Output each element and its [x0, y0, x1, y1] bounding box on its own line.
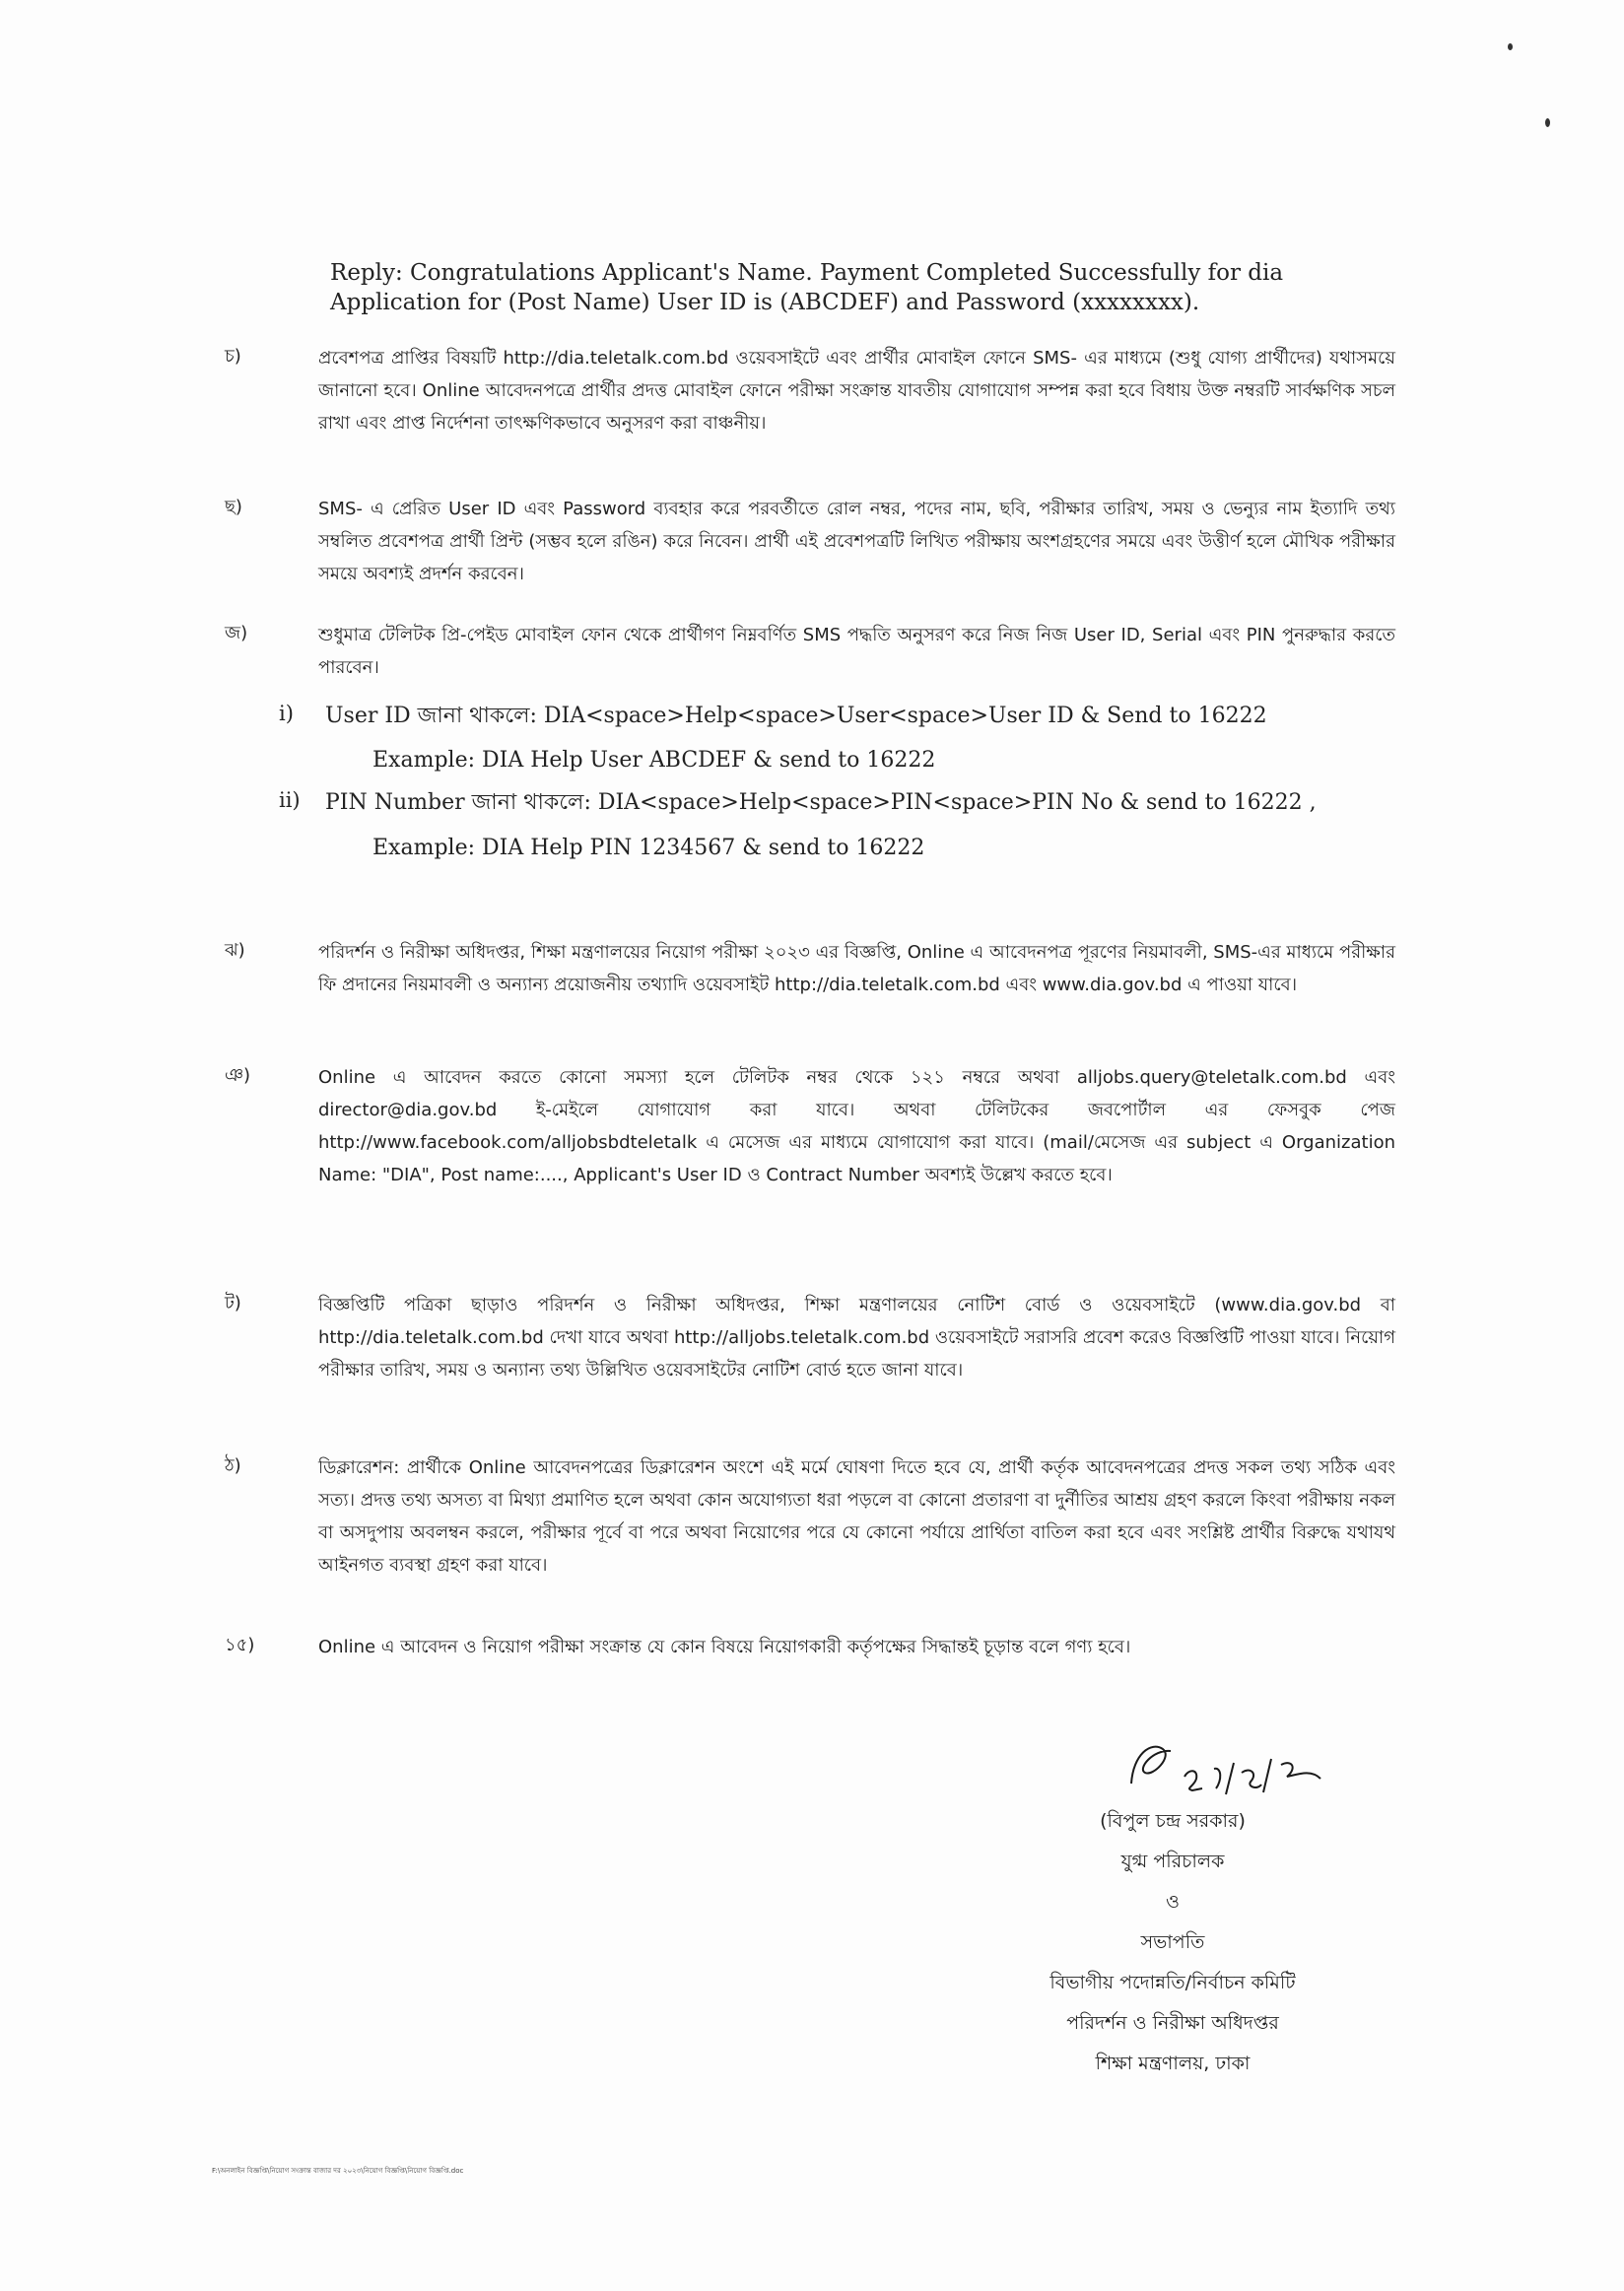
sms-step-line: User ID জানা থাকলে: DIA<space>Help<space>User<space>User ID & Send to 16222 [325, 704, 1267, 728]
list-item-15 [225, 1631, 1407, 1670]
sms-step-line: PIN Number জানা থাকলে: DIA<space>Help<space>PIN<space>PIN No & send to 16222 , [325, 790, 1317, 815]
list-item-ja [225, 619, 1407, 688]
signatory-name: (বিপুল চন্দ্র সরকার) [1100, 1810, 1246, 1832]
item-text: Online এ আবেদন ও নিয়োগ পরীক্ষা সংক্রান্ত যে কোন বিষয়ে নিয়োগকারী কর্তৃপক্ষের সিদ্ধান্তই চূড়ান্ত বলে গণ্য হবে। [318, 1637, 1131, 1657]
list-item-ta [225, 1289, 1407, 1427]
sms-step-example: Example: DIA Help PIN 1234567 & send to 16222 [372, 836, 925, 860]
item-text: ডিক্লারেশন: প্রার্থীকে Online আবেদনপত্রের ডিক্লারেশন অংশে এই মর্মে ঘোষণা দিতে হবে যে, প্রার্থী কর্তৃক আবেদনপত্রের প্রদত্ত সকল তথ্য সঠিক এবং সত্য। প্রদত্ত তথ্য অসত্য বা মিথ্যা প্রমাণিত হলে অথবা কোন অযোগ্যতা ধরা পড়লে বা কোনো প্রতারণা বা দুর্নীতির আশ্রয় গ্রহণ করলে কিংবা পরীক্ষায় নকল বা অসদুপায় অবলম্বন করলে, পরীক্ষার পূর্বে বা পরে অথবা নিয়োগের পরে যে কোনো পর্যায়ে প্রার্থিতা বাতিল করা হবে এবং সংশ্লিষ্ট প্রার্থীর বিরুদ্ধে যথাযথ আইনগত ব্যবস্থা গ্রহণ করা যাবে। [318, 1457, 1395, 1576]
reply-line-2: Application for (Post Name) User ID is (ABCDEF) and Password (xxxxxxxx). [330, 290, 1200, 315]
signatory-title: যুগ্ম পরিচালক [1120, 1851, 1225, 1872]
file-path-footer: F:\অনলাইন বিজ্ঞপ্তি\নিয়োগ সংক্রান্ত বাজার দর ২০২৩\নিয়োগ বিজ্ঞপ্তি\নিয়োগ বিজ্ঞপ্তি.doc [212, 2167, 464, 2175]
item-marker: ঞ) [225, 1065, 251, 1086]
list-item-chha [225, 493, 1407, 591]
item-marker: ১৫) [225, 1635, 255, 1655]
item-marker: ঠ) [225, 1455, 241, 1476]
signatory-committee: বিভাগীয় পদোন্নতি/নির্বাচন কমিটি [1049, 1972, 1296, 1993]
list-item-nya [225, 1061, 1407, 1273]
reply-line-1: Reply: Congratulations Applicant's Name. Payment Completed Successfully for dia [330, 260, 1284, 286]
handwritten-signature [1123, 1729, 1330, 1808]
signatory-role: সভাপতি [1140, 1931, 1205, 1953]
item-text: শুধুমাত্র টেলিটক প্রি-পেইড মোবাইল ফোন থেকে প্রার্থীগণ নিম্নবর্ণিত SMS পদ্ধতি অনুসরণ করে নিজ নিজ User ID, Serial এবং PIN পুনরুদ্ধার করতে পারবেন। [318, 625, 1395, 678]
signatory-conjunction: ও [1166, 1891, 1180, 1913]
scan-speck [1508, 43, 1513, 50]
list-item-jha [225, 936, 1407, 1049]
item-text: Online এ আবেদন করতে কোনো সমস্যা হলে টেলিটক নম্বর থেকে ১২১ নম্বরে অথবা alljobs.query@teletalk.com.bd এবং director@dia.gov.bd ই-মেইলে যোগাযোগ করা যাবে। অথবা টেলিটকের জবপোর্টাল এর ফেসবুক পেজ http://www.facebook.com/alljobsbdteletalk এ মেসেজ এর মাধ্যমে যোগাযোগ করা যাবে। (mail/মেসেজ এর subject এ Organization Name: "DIA", Post name:...., Applicant's User ID ও Contract Number অবশ্যই উল্লেখ করতে হবে। [318, 1067, 1395, 1185]
signatory-office: পরিদর্শন ও নিরীক্ষা অধিদপ্তর [1066, 2012, 1279, 2034]
item-text: বিজ্ঞপ্তিটি পত্রিকা ছাড়াও পরিদর্শন ও নিরীক্ষা অধিদপ্তর, শিক্ষা মন্ত্রণালয়ের নোটিশ বোর্ড ও ওয়েবসাইটে (www.dia.gov.bd বা http://dia.teletalk.com.bd দেখা যাবে অথবা http://alljobs.teletalk.com.bd ওয়েবসাইটে সরাসরি প্রবেশ করেও বিজ্ঞপ্তিটি পাওয়া যাবে। নিয়োগ পরীক্ষার তারিখ, সময় ও অন্যান্য তথ্য উল্লিখিত ওয়েবসাইটের নোটিশ বোর্ড হতে জানা যাবে। [318, 1295, 1395, 1381]
item-marker: জ) [225, 623, 248, 643]
item-text: প্রবেশপত্র প্রাপ্তির বিষয়টি http://dia.teletalk.com.bd ওয়েবসাইটে এবং প্রার্থীর মোবাইল ফোনে SMS- এর মাধ্যমে (শুধু যোগ্য প্রার্থীদের) যথাসময়ে জানানো হবে। Online আবেদনপত্রে প্রার্থীর প্রদত্ত মোবাইল ফোনে পরীক্ষা সংক্রান্ত যাবতীয় যোগাযোগ সম্পন্ন করা হবে বিধায় উক্ত নম্বরটি সার্বক্ষণিক সচল রাখা এবং প্রাপ্ত নির্দেশনা তাৎক্ষণিকভাবে অনুসরণ করা বাঞ্চনীয়। [318, 348, 1395, 434]
item-marker: চ) [225, 346, 241, 367]
item-marker: ছ) [225, 497, 242, 517]
sms-step-number: i) [279, 702, 294, 725]
list-item-cha [225, 342, 1407, 470]
signatory-ministry: শিক্ষা মন্ত্রণালয়, ঢাকা [1095, 2053, 1251, 2074]
signature-block [995, 1801, 1350, 2084]
sms-step-number: ii) [279, 788, 301, 812]
item-marker: ঝ) [225, 940, 245, 961]
sms-step-example: Example: DIA Help User ABCDEF & send to 16222 [372, 748, 936, 773]
item-text: SMS- এ প্রেরিত User ID এবং Password ব্যবহার করে পরবর্তীতে রোল নম্বর, পদের নাম, ছবি, পরীক্ষার তারিখ, সময় ও ভেন্যুর নাম ইত্যাদি তথ্য সম্বলিত প্রবেশপত্র প্রার্থী প্রিন্ট (সম্ভব হলে রঙিন) করে নিবেন। প্রার্থী এই প্রবেশপত্রটি লিখিত পরীক্ষায় অংশগ্রহণের সময়ে এবং উত্তীর্ণ হলে মৌখিক পরীক্ষার সময়ে অবশ্যই প্রদর্শন করবেন। [318, 499, 1395, 584]
list-item-tha [225, 1451, 1407, 1619]
sms-reply-text [330, 258, 1394, 317]
scan-speck [1545, 118, 1550, 127]
item-text: পরিদর্শন ও নিরীক্ষা অধিদপ্তর, শিক্ষা মন্ত্রণালয়ের নিয়োগ পরীক্ষা ২০২৩ এর বিজ্ঞপ্তি, Online এ আবেদনপত্র পূরণের নিয়মাবলী, SMS-এর মাধ্যমে পরীক্ষার ফি প্রদানের নিয়মাবলী ও অন্যান্য প্রয়োজনীয় তথ্যাদি ওয়েবসাইট http://dia.teletalk.com.bd এবং www.dia.gov.bd এ পাওয়া যাবে। [318, 942, 1395, 995]
item-marker: ট) [225, 1293, 241, 1314]
